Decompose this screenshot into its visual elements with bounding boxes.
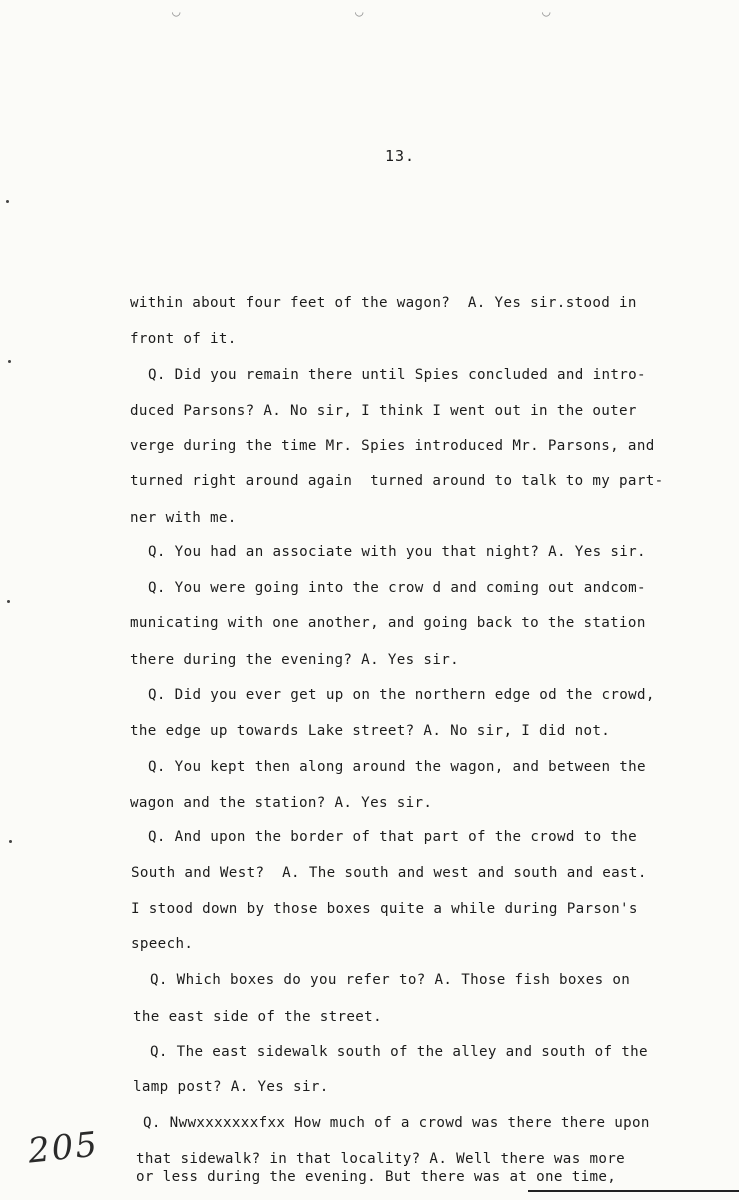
handwritten-page-note: 205 xyxy=(26,1124,101,1172)
punch-hole-mark: ◡ xyxy=(172,4,181,20)
text-line: turned right around again turned around to talk to my part- xyxy=(130,473,664,489)
text-line: within about four feet of the wagon? A. Yes sir.stood in xyxy=(130,295,637,311)
text-line: or less during the evening. But there was at one time, xyxy=(136,1169,617,1185)
page-number: 13. xyxy=(385,147,416,165)
text-line: wagon and the station? A. Yes sir. xyxy=(130,795,433,811)
text-line: Q. Which boxes do you refer to? A. Those fish boxes on xyxy=(150,972,631,988)
margin-speck xyxy=(9,840,12,843)
text-line: verge during the time Mr. Spies introduced Mr. Parsons, and xyxy=(130,438,655,454)
text-line: Q. And upon the border of that part of the crowd to the xyxy=(148,829,638,845)
text-line: municating with one another, and going back to the station xyxy=(130,615,646,631)
text-line: Q. Nwwxxxxxxxfxx How much of a crowd was there there upon xyxy=(143,1115,650,1131)
text-line: Q. You kept then along around the wagon, and between the xyxy=(148,759,646,775)
text-line: there during the evening? A. Yes sir. xyxy=(130,652,459,668)
text-line: Q. You were going into the crow d and coming out andcom- xyxy=(148,580,646,596)
text-line: Q. Did you remain there until Spies concluded and intro- xyxy=(148,367,646,383)
punch-hole-mark: ◡ xyxy=(542,4,551,20)
text-line: Q. The east sidewalk south of the alley and south of the xyxy=(150,1044,648,1060)
text-line: the edge up towards Lake street? A. No sir, I did not. xyxy=(130,723,611,739)
text-line: I stood down by those boxes quite a while during Parson's xyxy=(131,901,638,917)
text-line: Q. You had an associate with you that night? A. Yes sir. xyxy=(148,544,646,560)
text-line: duced Parsons? A. No sir, I think I went out in the outer xyxy=(130,403,637,419)
text-line: the east side of the street. xyxy=(133,1009,382,1025)
text-line: Q. Did you ever get up on the northern edge od the crowd, xyxy=(148,687,655,703)
text-line: that sidewalk? in that locality? A. Well there was more xyxy=(136,1151,626,1167)
bottom-rule xyxy=(528,1190,739,1192)
text-line: lamp post? A. Yes sir. xyxy=(133,1079,329,1095)
margin-speck xyxy=(7,600,10,603)
punch-hole-mark: ◡ xyxy=(355,4,364,20)
text-line: ner with me. xyxy=(130,510,237,526)
text-line: front of it. xyxy=(130,331,237,347)
margin-speck xyxy=(8,360,11,363)
text-line: speech. xyxy=(131,936,194,952)
margin-speck xyxy=(6,200,9,203)
text-line: South and West? A. The south and west and south and east. xyxy=(131,865,647,881)
